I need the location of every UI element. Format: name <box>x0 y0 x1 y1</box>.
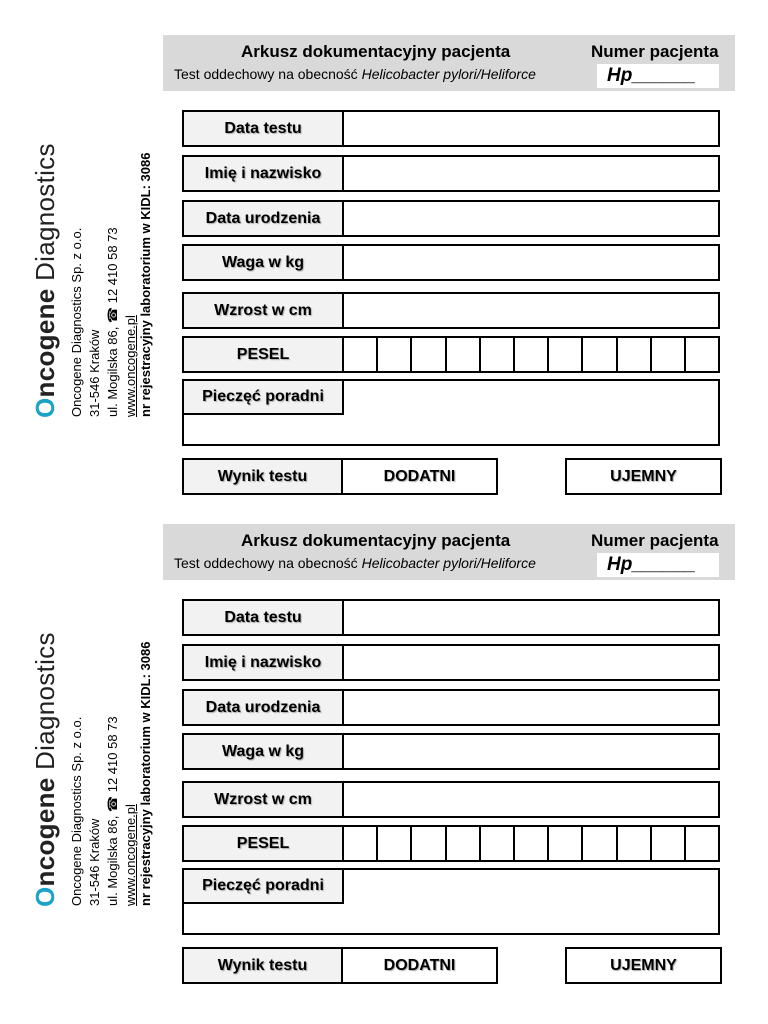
weight-field[interactable] <box>182 733 720 770</box>
patient-form-top <box>0 0 768 489</box>
form-header <box>163 35 735 91</box>
clinic-stamp-area[interactable] <box>182 868 720 935</box>
name-label: Imię i nazwisko <box>184 646 344 679</box>
patient-number-field[interactable]: Hp______ <box>597 64 719 88</box>
lab-registration-number: nr rejestracyjny laboratorium w KIDL: 3086 <box>138 641 153 906</box>
weight-label: Waga w kg <box>184 246 344 279</box>
patient-form-bottom <box>0 489 768 978</box>
name-field[interactable] <box>182 644 720 681</box>
pesel-field[interactable] <box>182 336 720 373</box>
test-date-label: Data testu <box>184 601 344 634</box>
result-negative-option[interactable]: UJEMNY <box>565 947 722 984</box>
result-positive-option[interactable]: DODATNI <box>341 458 498 495</box>
test-result-label: Wynik testu <box>182 947 343 984</box>
height-label: Wzrost w cm <box>184 783 344 816</box>
company-city: 31-546 Kraków <box>87 818 102 906</box>
company-logo: Oncogene Diagnostics <box>30 143 60 418</box>
company-logo: Oncogene Diagnostics <box>30 632 60 907</box>
lab-registration-number: nr rejestracyjny laboratorium w KIDL: 3086 <box>138 152 153 417</box>
weight-field[interactable] <box>182 244 720 281</box>
birth-date-label: Data urodzenia <box>184 202 344 235</box>
name-field[interactable] <box>182 155 720 192</box>
company-name: Oncogene Diagnostics Sp. z o.o. <box>69 227 84 417</box>
clinic-stamp-label: Pieczęć poradni <box>182 379 344 415</box>
height-label: Wzrost w cm <box>184 294 344 327</box>
company-city: 31-546 Kraków <box>87 329 102 417</box>
patient-number-label: Numer pacjenta <box>591 531 719 550</box>
company-website-link[interactable]: www.oncogene.pl <box>123 315 138 417</box>
form-header <box>163 524 735 580</box>
clinic-stamp-area[interactable] <box>182 379 720 446</box>
result-positive-option[interactable]: DODATNI <box>341 947 498 984</box>
clinic-stamp-label: Pieczęć poradni <box>182 868 344 904</box>
form-subtitle: Test oddechowy na obecność Helicobacter pylori/Heliforce <box>174 66 536 82</box>
result-negative-option[interactable]: UJEMNY <box>565 458 722 495</box>
height-field[interactable] <box>182 781 720 818</box>
pesel-label: PESEL <box>184 827 344 860</box>
test-date-field[interactable] <box>182 599 720 636</box>
test-date-label: Data testu <box>184 112 344 145</box>
company-street-phone: ul. Mogilska 86, ☎ 12 410 58 73 <box>105 227 120 417</box>
test-date-field[interactable] <box>182 110 720 147</box>
patient-number-label: Numer pacjenta <box>591 42 719 61</box>
company-website-link[interactable]: www.oncogene.pl <box>123 804 138 906</box>
pesel-field[interactable] <box>182 825 720 862</box>
company-street-phone: ul. Mogilska 86, ☎ 12 410 58 73 <box>105 716 120 906</box>
birth-date-label: Data urodzenia <box>184 691 344 724</box>
pesel-digit-boxes[interactable] <box>344 827 718 860</box>
form-title: Arkusz dokumentacyjny pacjenta <box>241 531 511 550</box>
patient-number-field[interactable]: Hp______ <box>597 553 719 577</box>
name-label: Imię i nazwisko <box>184 157 344 190</box>
pesel-label: PESEL <box>184 338 344 371</box>
weight-label: Waga w kg <box>184 735 344 768</box>
height-field[interactable] <box>182 292 720 329</box>
pesel-digit-boxes[interactable] <box>344 338 718 371</box>
birth-date-field[interactable] <box>182 200 720 237</box>
company-name: Oncogene Diagnostics Sp. z o.o. <box>69 716 84 906</box>
birth-date-field[interactable] <box>182 689 720 726</box>
form-title: Arkusz dokumentacyjny pacjenta <box>241 42 511 61</box>
form-subtitle: Test oddechowy na obecność Helicobacter pylori/Heliforce <box>174 555 536 571</box>
test-result-label: Wynik testu <box>182 458 343 495</box>
